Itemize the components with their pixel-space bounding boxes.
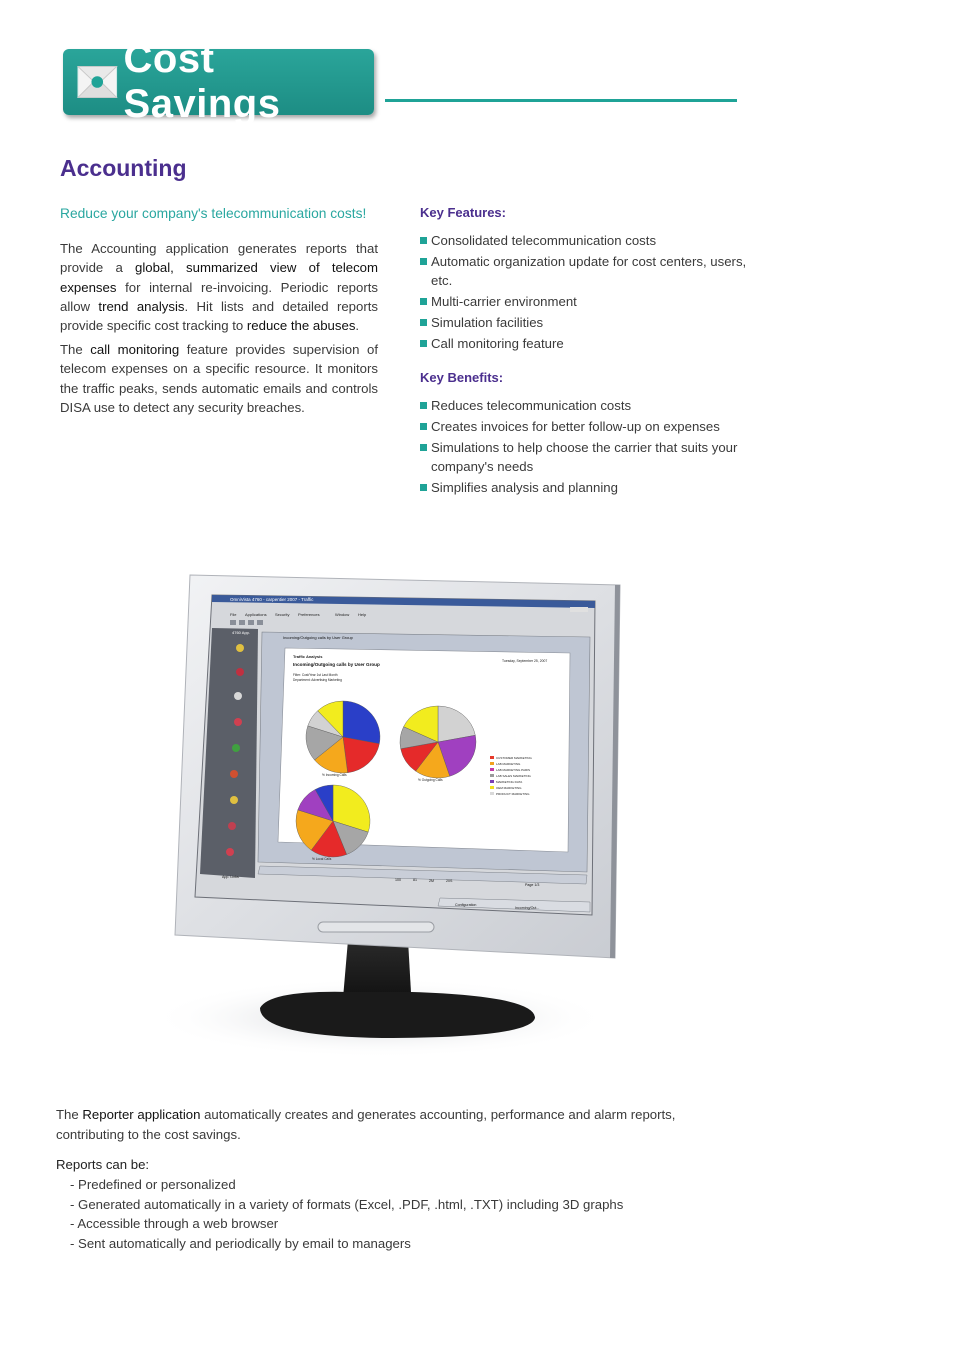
- toolbar-button[interactable]: [248, 620, 254, 625]
- sidebar-app-icon[interactable]: [236, 668, 244, 676]
- list-item: [420, 396, 750, 415]
- list-item: - Sent automatically and periodically by email to managers: [70, 1235, 411, 1251]
- menu-help[interactable]: Help: [358, 612, 367, 617]
- key-benefits-list: [420, 396, 750, 497]
- list-item: [420, 313, 750, 332]
- monitor-buttons: [318, 922, 434, 932]
- list-item-text: Reduces telecommunication costs: [431, 397, 632, 413]
- sidebar-footer: App. Links: [222, 875, 239, 879]
- pager-button[interactable]: 20S: [446, 879, 453, 883]
- header-rule: [385, 99, 737, 102]
- pager-button[interactable]: 81: [413, 878, 417, 882]
- list-item-text: Simplifies analysis and planning: [431, 480, 618, 496]
- reports-list: [56, 1175, 736, 1253]
- pie-label: % Outgoing Calls: [418, 778, 443, 782]
- menu-window[interactable]: Window: [335, 612, 350, 617]
- square-bullet-icon: [420, 298, 427, 305]
- sidebar-app-icon[interactable]: [234, 718, 242, 726]
- highlight: Reporter application: [82, 1107, 201, 1122]
- list-item: [420, 438, 750, 476]
- list-item: [420, 231, 750, 250]
- pie-chart-incoming: [306, 701, 380, 773]
- legend-label: CUSTOMER MARKETING: [496, 756, 532, 760]
- text: . Hit lists and detailed reports provide specific cost tracking to: [60, 298, 378, 334]
- menu-security[interactable]: Security: [275, 612, 290, 617]
- report-title: Traffic Analysis: [293, 654, 323, 659]
- list-item: [420, 252, 750, 290]
- list-item-text: Call monitoring feature: [431, 336, 564, 352]
- highlight: call monitoring: [90, 342, 180, 358]
- legend-label: PRODUCT MARKETING: [496, 792, 530, 796]
- reporter-intro: [56, 1105, 736, 1145]
- legend-label: OEM MARKETING: [496, 786, 522, 790]
- reporter-section: [56, 1105, 736, 1253]
- section-banner: [63, 37, 374, 126]
- text: The: [60, 342, 91, 358]
- square-bullet-icon: [420, 444, 427, 451]
- report-department: Department: Advertising Marketing: [293, 678, 342, 682]
- legend-label: LAB MARKETING: [496, 762, 521, 766]
- list-item-text: Creates invoices for better follow-up on expenses: [431, 418, 720, 434]
- sidebar-app-icon[interactable]: [234, 692, 242, 700]
- square-bullet-icon: [420, 402, 427, 409]
- sidebar-app-icon[interactable]: [232, 744, 240, 752]
- pie-chart-outgoing: [400, 706, 476, 778]
- description-paragraph-2: [60, 340, 378, 417]
- square-bullet-icon: [420, 258, 427, 265]
- features-benefits: [420, 203, 750, 511]
- menu-bar: [230, 612, 367, 617]
- legend-swatch: [490, 786, 494, 789]
- banner-title: Cost Savings: [123, 37, 281, 126]
- pie-label: % Incoming Calls: [322, 773, 347, 777]
- list-item: - Accessible through a web browser: [70, 1216, 279, 1231]
- square-bullet-icon: [420, 423, 427, 430]
- report-filter: Filter: Cost/Year 1st Last Month: [293, 673, 338, 677]
- tab-incoming-out[interactable]: Incoming/Out...: [515, 906, 540, 910]
- list-item-text: Simulation facilities: [431, 315, 544, 331]
- text: feature provides supervision of telecom expenses on a specific resource. It monitors the traffic peaks, sends automatic emails and controls DISA use to detect any security breaches.: [60, 342, 379, 415]
- tab-configuration[interactable]: Configuration: [455, 903, 477, 907]
- toolbar-button[interactable]: [230, 620, 236, 625]
- sidebar-app-icon[interactable]: [236, 644, 244, 652]
- tagline: Reduce your company's telecommunication costs!: [60, 206, 367, 221]
- legend-label: LAB MARKETING PARIS: [496, 768, 530, 772]
- sidebar-app-icon[interactable]: [226, 848, 234, 856]
- list-item-text: Consolidated telecommunication costs: [431, 233, 657, 249]
- window-controls[interactable]: [570, 607, 588, 612]
- text: The: [56, 1107, 83, 1122]
- accounting-description: [60, 204, 378, 422]
- key-features-list: [420, 231, 750, 353]
- text: automatically creates and generates accounting, performance and alarm reports, contributing to the cost savings.: [56, 1107, 676, 1142]
- sidebar-app-icon[interactable]: [230, 770, 238, 778]
- report-subtitle: Incoming/Outgoing calls by User Group: [293, 662, 380, 667]
- pager-button[interactable]: 100: [395, 878, 401, 882]
- menu-applications[interactable]: Applications: [245, 612, 267, 617]
- square-bullet-icon: [420, 319, 427, 326]
- menu-file[interactable]: File: [230, 612, 237, 617]
- pie-chart-local: [296, 785, 370, 857]
- sidebar-title: 4760 App.: [232, 630, 251, 635]
- legend-swatch: [490, 792, 494, 795]
- toolbar-button[interactable]: [257, 620, 263, 625]
- pie-label: % Local Calls: [312, 857, 332, 861]
- text: The Accounting application generates reports that provide a: [60, 241, 378, 276]
- text: for internal re-invoicing. Periodic reports allow: [60, 279, 378, 314]
- list-item: [420, 417, 750, 436]
- legend-swatch: [490, 780, 494, 783]
- highlight: trend analysis: [98, 298, 185, 314]
- legend-swatch: [490, 762, 494, 765]
- list-item-text: Multi-carrier environment: [431, 294, 577, 310]
- list-item: [420, 478, 750, 497]
- highlight: global, summarized view of telecom expenses: [60, 260, 378, 295]
- toolbar-button[interactable]: [239, 620, 245, 625]
- report-date: Tuesday, September 25, 2007: [502, 659, 548, 663]
- sidebar-app-icon[interactable]: [230, 796, 238, 804]
- window-title: OmniVista 4760 - carpentier 2007 - Traffic: [230, 597, 314, 602]
- panel-title: Incoming/Outgoing calls by User Group: [283, 635, 353, 640]
- sidebar-app-icon[interactable]: [228, 822, 236, 830]
- legend-swatch: [490, 756, 494, 759]
- section-title: Accounting: [60, 155, 187, 181]
- list-item-text: Automatic organization update for cost centers, users, etc.: [431, 254, 747, 289]
- list-item: [420, 334, 750, 353]
- highlight: reduce the abuses: [246, 318, 356, 334]
- list-item: - Predefined or personalized: [70, 1177, 236, 1192]
- legend-label: LAB SALES MARKETING: [496, 774, 531, 778]
- envelope-icon: [77, 61, 118, 103]
- key-benefits-title: Key Benefits:: [420, 369, 504, 385]
- page-indicator: Page 1/3: [525, 883, 540, 887]
- legend-label: MARKETING DATA: [496, 780, 523, 784]
- list-item: [420, 292, 750, 311]
- monitor-illustration: [150, 560, 630, 1070]
- legend-swatch: [490, 768, 494, 771]
- legend-swatch: [490, 774, 494, 777]
- reports-title: Reports can be:: [56, 1157, 150, 1172]
- pager-button[interactable]: 2M: [429, 879, 434, 883]
- description-paragraph-1: [60, 239, 378, 335]
- square-bullet-icon: [420, 484, 427, 491]
- menu-preferences[interactable]: Preferences: [298, 612, 320, 617]
- key-features-title: Key Features:: [420, 205, 506, 220]
- list-item-text: Simulations to help choose the carrier that suits your company's needs: [431, 439, 738, 475]
- monitor-base: [260, 992, 535, 1038]
- square-bullet-icon: [420, 340, 427, 347]
- list-item: - Generated automatically in a variety of formats (Excel, .PDF, .html, .TXT) including 3D graphs: [70, 1196, 624, 1212]
- square-bullet-icon: [420, 237, 427, 244]
- text: .: [355, 318, 360, 334]
